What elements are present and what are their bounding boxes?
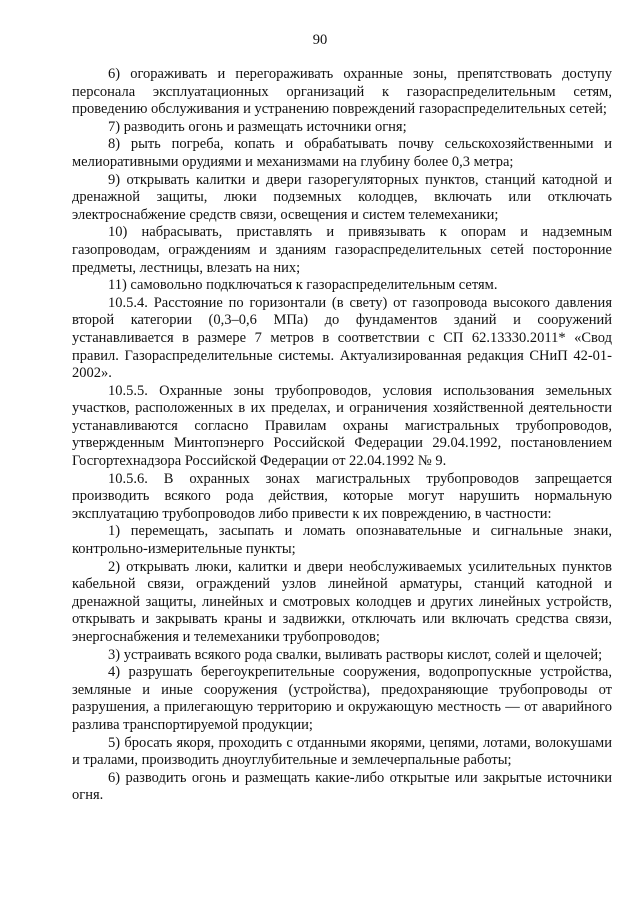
prohibition-item-3: 3) устраивать всякого рода свалки, выливать растворы кислот, солей и щелочей; bbox=[108, 646, 603, 663]
list-item-9-gates: 9) открывать калитки и двери газорегуляторных пунктов, станций катодной и дренажной защиты, люки подземных колодцев, включать или отключать электроснабжение средств связи, освещения и систем телемеханики; bbox=[72, 171, 612, 223]
clause-10-5-4: 10.5.4. Расстояние по горизонтали (в свету) от газопровода высокого давления второй категории (0,3–0,6 МПа) до фундаментов зданий и сооружений устанавливается в размере 7 метров в соответствии с СП 62.13330.2011* «Свод правил. Газораспределительные системы. Актуализированная редакция СНиП 42-01-2002». bbox=[72, 294, 612, 382]
prohibition-item-5: 5) бросать якоря, проходить с отданными якорями, цепями, лотами, волокушами и тралами, производить дноуглубительные и землечерпальные работы; bbox=[72, 734, 612, 769]
prohibition-item-2: 2) открывать люки, калитки и двери необслуживаемых усилительных пунктов кабельной связи, ограждений узлов линейной арматуры, станций катодной и дренажной защиты, линейных и смотровых колодцев и других линейных устройств, открывать и закрывать краны и задвижки, отключать или включать средства связи, энергоснабжения и телемеханики трубопроводов; bbox=[72, 558, 612, 645]
page-number: 90 bbox=[312, 32, 328, 48]
list-item-6-fencing: 6) огораживать и перегораживать охранные зоны, препятствовать доступу персонала эксплуатационных организаций к газораспределительным сетям, проведению обслуживания и устранению повреждений газораспределительных сетей; bbox=[72, 66, 612, 118]
prohibition-item-1: 1) перемещать, засыпать и ломать опознавательные и сигнальные знаки, контрольно-измерительные пункты; bbox=[72, 523, 612, 558]
list-item-7-fire: 7) разводить огонь и размещать источники огня; bbox=[108, 118, 407, 135]
clause-10-5-5: 10.5.5. Охранные зоны трубопроводов, условия использования земельных участков, расположенных в их пределах, и ограничения хозяйственной деятельности устанавливаются согласно Правилам охраны магистральных трубопроводов, утвержденным Минтопэнерго Российской Федерации 29.04.1992, постановлением Госгортехнадзора Российской Федерации от 22.04.1992 № 9. bbox=[72, 382, 612, 470]
list-item-10-attach: 10) набрасывать, приставлять и привязывать к опорам и надземным газопроводам, ограждениям и зданиям газораспределительных сетей посторонние предметы, лестницы, влезать на них; bbox=[72, 224, 612, 276]
prohibition-item-6: 6) разводить огонь и размещать какие-либо открытые или закрытые источники огня. bbox=[72, 769, 612, 804]
list-item-11-connect: 11) самовольно подключаться к газораспределительным сетям. bbox=[108, 277, 498, 294]
clause-10-5-6: 10.5.6. В охранных зонах магистральных трубопроводов запрещается производить всякого рода действия, которые могут нарушить нормальную эксплуатацию трубопроводов либо привести к их повреждению, в частности: bbox=[72, 470, 612, 522]
list-item-8-digging: 8) рыть погреба, копать и обрабатывать почву сельскохозяйственными и мелиоративными орудиями и механизмами на глубину более 0,3 метра; bbox=[72, 136, 612, 170]
prohibition-item-4: 4) разрушать берегоукрепительные сооружения, водопропускные устройства, земляные и иные сооружения (устройства), предохраняющие трубопроводы от разрушения, а прилегающую территорию и окружающую местность — от аварийного разлива транспортируемой продукции; bbox=[72, 664, 612, 733]
body-text bbox=[72, 66, 612, 805]
